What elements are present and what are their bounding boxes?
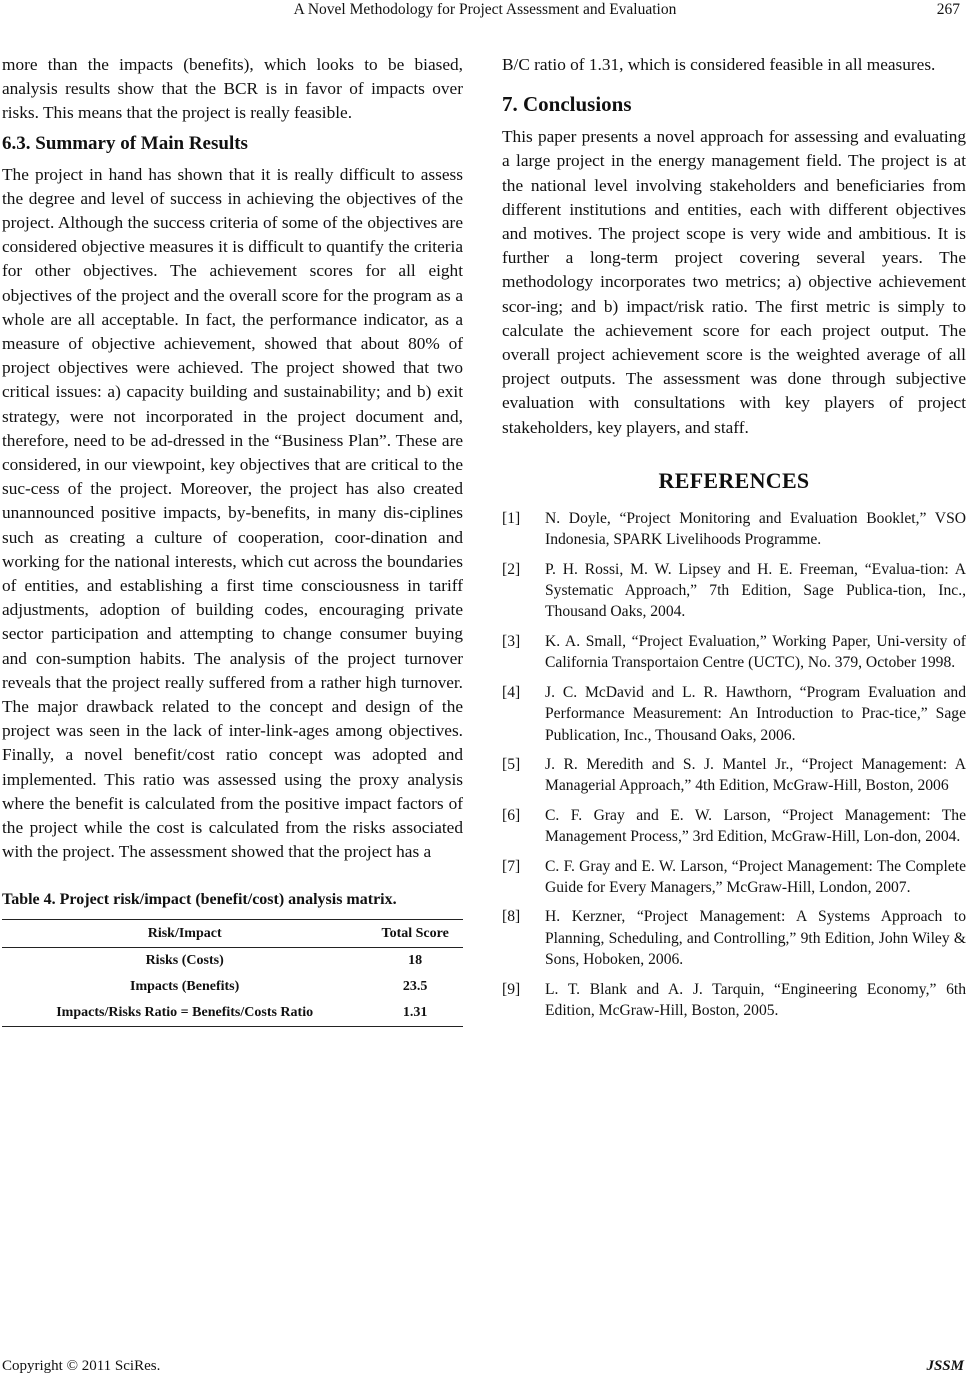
table-row [2, 1000, 463, 1027]
section-heading-summary: 6.3. Summary of Main Results [2, 132, 248, 154]
reference-item [502, 906, 966, 970]
right-column [502, 53, 966, 1029]
reference-number: [1] [502, 509, 521, 527]
references-list [502, 508, 966, 1022]
table-cell: Impacts/Risks Ratio = Benefits/Costs Ratio [2, 1000, 367, 1027]
running-title: A Novel Methodology for Project Assessment and Evaluation [293, 1, 677, 18]
table-cell: 18 [408, 952, 423, 968]
reference-number: [2] [502, 560, 521, 578]
table-row [2, 947, 463, 974]
table-cell: Impacts (Benefits) [130, 978, 240, 994]
reference-text: J. C. McDavid and L. R. Hawthorn, “Program Evaluation and Performance Measurement: An Introduction to Prac-tice,” Sage Publication, Inc., Thousand Oaks, 2006. [545, 683, 966, 744]
reference-item [502, 559, 966, 623]
running-header [0, 0, 970, 20]
reference-number: [9] [502, 980, 521, 998]
reference-item [502, 754, 966, 797]
page-footer [0, 1358, 970, 1378]
conclusions-paragraph: This paper presents a novel approach for assessing and evaluating a large project in the energy management field. The project is at the national level involving stakeholders and beneficiaries from different institutions and entities, each with different objectives and motives. The project scope is very wide and ambitious. It is further a long-term project covering several years. The methodology incorporates two metrics; a) objective achievement scor-ing; and b) impact/risk ratio. The first metric is simply to calculate the achievement score for each project output. The overall project achievement score is the weighted average of all project outputs. The assessment was done through subjective evaluation with consultations with key players of project stakeholders, key players, and staff. [502, 127, 966, 437]
page-number: 267 [936, 1, 960, 18]
continued-paragraph: B/C ratio of 1.31, which is considered feasible in all measures. [502, 55, 936, 74]
reference-number: [6] [502, 806, 521, 824]
table-cell: 1.31 [367, 1000, 463, 1027]
table-caption: Table 4. Project risk/impact (benefit/cost) analysis matrix. [2, 890, 397, 908]
reference-item [502, 979, 966, 1022]
summary-paragraph: The project in hand has shown that it is really difficult to assess the degree and level of success in achieving the objectives of the project. Although the success criteria of some of the objectives are considered objective measures it is difficult to quantify the criteria for other objectives. The achievement scores for all eight objectives of the project and the overall score for the program as a whole are all acceptable. In fact, the performance indicator, as a measure of objective achievement, showed that about 80% of project objectives were achieved. The project showed that two critical issues: a) capacity building and sustainability; and b) exit strategy, were not incorporated in the project document and, therefore, need to be ad-dressed in the “Business Plan”. These are considered, in our viewpoint, key objectives that are critical to the suc-cess of the project. Moreover, the project has also created unannounced positive impacts, by-benefits, in many dis-ciplines such as creating a culture of cooperation, coor-dination and working for the national interests, which cut across the boundaries of entities, and establishing a first time consciousness in tariff adjustments, adoption of building codes, encouraging private sector participation and attempting to change consumer buying and con-sumption habits. The analysis of the project turnover reveals that the project really suffered from a rather high turnover. The major drawback related to the concept and design of the project was seen in the lack of inter-link-ages among objectives. Finally, a novel benefit/cost ratio concept was adopted and implemented. This ratio was assessed using the proxy analysis where the benefit is calculated from the positive impact factors of the project while the cost is calculated from the risks associated with the project. The assessment showed that the project has a [2, 164, 463, 862]
journal-abbreviation: JSSM [926, 1358, 964, 1374]
reference-text: J. R. Meredith and S. J. Mantel Jr., “Project Management: A Managerial Approach,” 4th Edition, McGraw-Hill, Boston, 2006 [545, 755, 966, 795]
reference-number: [8] [502, 908, 521, 926]
reference-text: C. F. Gray and E. W. Larson, “Project Management: The Complete Guide for Every Managers,” McGraw-Hill, London, 2007. [545, 857, 966, 896]
reference-text: K. A. Small, “Project Evaluation,” Working Paper, Uni-versity of California Transportaion Centre (UCTC), No. 379, October 1998. [545, 632, 966, 672]
table-row [2, 974, 463, 1000]
table-cell: Risks (Costs) [145, 952, 224, 968]
reference-text: C. F. Gray and E. W. Larson, “Project Management: The Management Process,” 3rd Edition, McGraw-Hill, Lon-don, 2004. [545, 806, 966, 846]
table-header-cell: Risk/Impact [2, 919, 367, 947]
continued-paragraph: more than the impacts (benefits), which looks to be biased, analysis results show that the BCR is in favor of impacts over risks. This means that the project is really feasible. [2, 55, 463, 123]
reference-text: N. Doyle, “Project Monitoring and Evaluation Booklet,” VSO Indonesia, SPARK Livelihoods Programme. [545, 509, 966, 549]
reference-number: [4] [502, 683, 521, 701]
left-column [2, 53, 463, 1027]
reference-item [502, 631, 966, 674]
reference-number: [3] [502, 632, 521, 650]
references-heading: REFERENCES [658, 467, 810, 493]
reference-text: L. T. Blank and A. J. Tarquin, “Engineering Economy,” 6th Edition, McGraw-Hill, Boston, 2005. [545, 980, 966, 1019]
reference-item [502, 805, 966, 848]
copyright-notice: Copyright © 2011 SciRes. [2, 1358, 161, 1374]
reference-item [502, 508, 966, 551]
reference-number: [5] [502, 755, 521, 773]
section-heading-conclusions: 7. Conclusions [502, 92, 632, 117]
risk-impact-table [2, 919, 463, 1027]
reference-item [502, 682, 966, 746]
reference-text: H. Kerzner, “Project Management: A Systems Approach to Planning, Scheduling, and Controlling,” 9th Edition, John Wiley & Sons, Hoboken, 2006. [545, 908, 966, 969]
table-header-row [2, 919, 463, 947]
reference-number: [7] [502, 857, 521, 875]
table-header-cell: Total Score [367, 919, 463, 947]
table-cell: 23.5 [402, 978, 428, 994]
reference-text: P. H. Rossi, M. W. Lipsey and H. E. Freeman, “Evalua-tion: A Systematic Approach,” 7th Edition, Sage Publica-tion, Inc., Thousand Oaks, 2004. [545, 560, 966, 621]
reference-item [502, 856, 966, 899]
